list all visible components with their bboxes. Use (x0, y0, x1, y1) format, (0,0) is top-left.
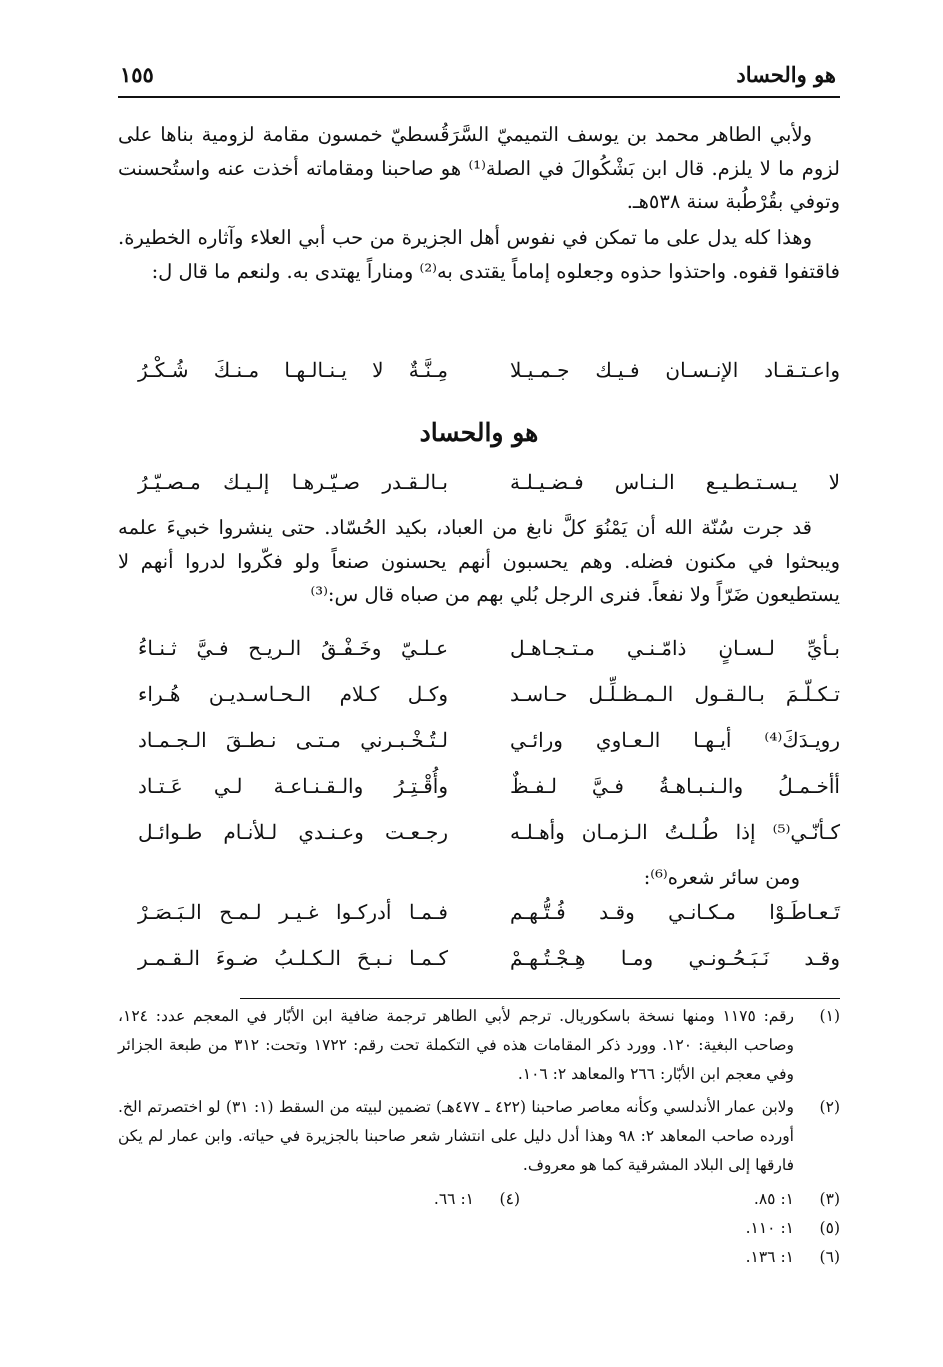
poem-line (138, 728, 840, 772)
verse-hemistich-second: مِـنَّـةٌ لا يـنـالـهـا مـنـكَ شُـكْـرُ (138, 358, 448, 382)
footnote-text: ١: ١١٠. (745, 1219, 794, 1237)
footnote (118, 1002, 840, 1089)
verse-hemistich-first: وقـد نَـبَـحُـونـي ومـا هِـجْـتُـهـمْ (510, 946, 840, 970)
footnote-number: (٢) (819, 1098, 840, 1116)
footnote-number: (١) (819, 1007, 840, 1025)
running-title: هو والحساد (736, 62, 836, 87)
page-number: ١٥٥ (120, 62, 154, 87)
verse-line (138, 470, 840, 514)
short-footnote-row (360, 1185, 840, 1214)
verse-hemistich-first: تـكـلّـمَ بـالـقـول الـمـظـلِّـل حـاسـد (510, 682, 840, 706)
footnote-text: ١: ١٣٦. (745, 1248, 794, 1266)
verse-hemistich-second: وأُقْـتِـرُ والـقـنـاعـة لـي عَـتـاد (138, 774, 448, 798)
verse-hemistich-first: بـأيِّ لـسـانٍ ذامّـنـي مـتـجـاهـل (510, 636, 840, 660)
header-rule (118, 96, 840, 98)
verse-hemistich-first: واعـتـقـاد الإنـسـان فـيـك جـمـيـلا (510, 358, 840, 382)
verse-hemistich-first: أأخـمـلُ والـنـبـاهـةُ فـيَّ لـفـظٌ (510, 774, 840, 798)
verse-hemistich-second: كـمـا نـبـحَ الـكـلـبُ ضـوءَ الـقـمـر (138, 946, 448, 970)
paragraph-1: ولأبي الطاهر محمد بن يوسف التميميّ السَّرَقُسطيّ خمسون مقامة لزومية بناها على لزوم ما لا يلزم. قال ابن بَشْكُوالَ في الصلة⁽¹⁾ هو صاحبنا ومقاماته أخذت عنه واستُحسنت وتوفي بقُرْطُبة سنة ٥٣٨هـ. (118, 123, 840, 213)
verse-hemistich-second: عـلـيّ وخَـفْـقُ الـريـح فـيَّ ثـنـاءُ (138, 636, 448, 660)
section-title: هو والحساد (419, 418, 539, 447)
footnote-text: ١: ٨٥. (753, 1190, 794, 1208)
footnote-text: رقم: ١١٧٥ ومنها نسخة باسكوريال. ترجم لأبي الطاهر ترجمة ضافية ابن الأبّار في المعجم عدد: ١٢٤، وصاحب البغية: ١٢٠. وورد ذكر المقامات هذه في التكملة تحت رقم: ١٧٢٢ وتحت: ٣١٢ من طبعة الجزائر وفي معجم ابن الأبّار: ٢٦٦ والمعاهد ٢: ١٠٦. (118, 1007, 795, 1083)
footnote-rule (240, 998, 840, 999)
paragraph-2: وهذا كله يدل على ما تمكن في نفوس أهل الجزيرة من حب أبي العلاء وآثاره الخطيرة. فاقتفوا قفوه. واحتذوا حذوه وجعلوه إماماً يقتدى به⁽²⁾ ومناراً يهتدى به. ولنعم ما قال ل: (118, 226, 840, 283)
poem-line (138, 682, 840, 726)
poem-line (138, 774, 840, 818)
verse-line (138, 358, 840, 402)
verse-hemistich-second: رجـعـت وعـنـدي لـلأنـام طـوائـل (138, 820, 448, 844)
footnote (118, 1093, 840, 1180)
poem-line (138, 900, 840, 944)
footnote-text: ١: ٦٦. (433, 1190, 474, 1208)
book-page (118, 56, 840, 1346)
verse-hemistich-first: تَـعـاطَـوْا مـكـانـي وقـد فُـتُّـهـم (510, 900, 840, 924)
verse-hemistich-first: كـأنّـي⁽⁵⁾ إذا طُـلـتُ الـزمـان وأهـلـه (510, 820, 840, 844)
verse-hemistich-second: بـالـقـدر صـيّـرهـا إلـيـك مـصـيّـرُ (138, 470, 448, 494)
footnote-number: (٣) (819, 1190, 840, 1208)
footnote-number: (٤) (499, 1190, 520, 1208)
verse-hemistich-first: رويـدَكَ⁽⁴⁾ أيـهـا الـعـاوي ورائـي (510, 728, 840, 752)
paragraph-3: قد جرت سُنّة الله أن يَمْنُوَ كلَّ نابغ من العباد، بكيد الحُسّاد. حتى ينشروا خبيءَ علمه ويبحثوا في مكنون فضله. وهم يحسبون أنهم يحسنون صنعاً ولو فكّروا لدروا أنهم لا يستطيعون ضَرّاً ولا نفعاً. فنرى الرجل بُلي بهم من صباه قال س:⁽³⁾ (118, 516, 840, 606)
poem-line (138, 636, 840, 680)
running-header (118, 62, 840, 92)
footnote-number: (٥) (819, 1219, 840, 1237)
short-footnote-row (360, 1214, 840, 1243)
footnote-number: (٦) (819, 1248, 840, 1266)
poem-intro: ومن سائر شعره⁽⁶⁾: (643, 866, 800, 889)
verse-hemistich-second: وكـل كـلام الـحـاسـديـن هُـراء (138, 682, 448, 706)
verse-hemistich-second: لـتُـخْـبـرني مـتـى نـطـقَ الـجـمـاد (138, 728, 448, 752)
poem-line (138, 820, 840, 864)
short-footnote-row (360, 1243, 840, 1272)
footnote-text: ولابن عمار الأندلسي وكأنه معاصر صاحبنا (٤٢٢ ـ ٤٧٧هـ) تضمين لبيته من السقط (١: ٣١) لو اختصرتم الخ. أورده صاحب المعاهد ٢: ٩٨ وهذا أدل دليل على انتشار شعر صاحبنا بالجزيرة في حياته. وابن عمار لم يكن فارقها إلى البلاد المشرقية كما هو معروف. (118, 1098, 795, 1174)
poem-line (138, 946, 840, 990)
verse-hemistich-first: لا يـسـتـطـيـع الـنـاس فـضـيـلـة (510, 470, 840, 494)
verse-hemistich-second: فـمـا أدركـوا غـيـر لـمـح الـبَـصَـرْ (138, 900, 448, 924)
